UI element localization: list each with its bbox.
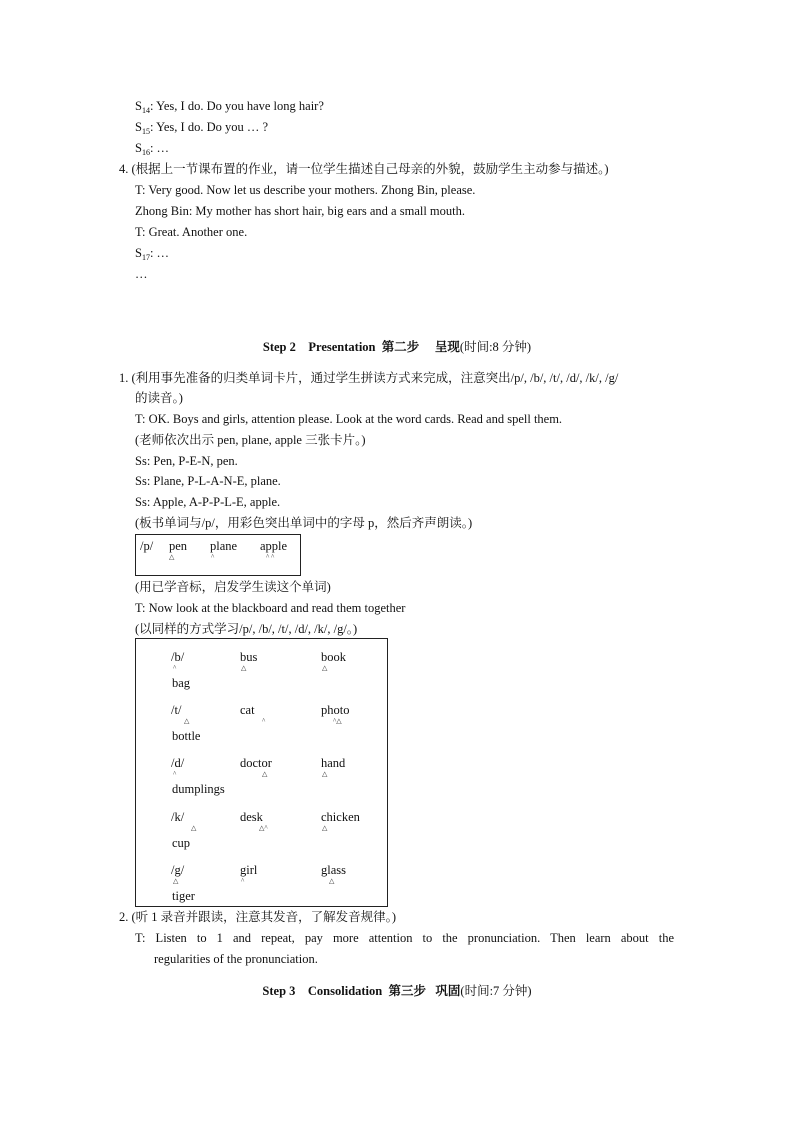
stress-mark: ^△ — [333, 717, 342, 725]
stress-mark: ^ — [211, 553, 215, 561]
teacher-line-board: T: Now look at the blackboard and read them together — [135, 601, 406, 615]
p-word-plane: plane — [210, 539, 238, 553]
table-row-word: photo — [321, 703, 350, 717]
table-row-sound: /t/ — [171, 703, 182, 717]
table-row-word: doctor — [240, 756, 272, 770]
table-row-word: glass — [321, 863, 346, 877]
p-sound-label: /p/ — [140, 539, 154, 553]
table-row-word: hand — [321, 756, 346, 770]
table-row-word: desk — [240, 810, 263, 824]
dialog-line-s15: $S_{15}$: Yes, I do. Do you … ? — [135, 120, 269, 136]
stress-mark: △ — [241, 664, 247, 672]
teacher-line-listen-cont: regularities of the pronunciation. — [154, 952, 318, 966]
table-row-word: book — [321, 650, 346, 664]
note-same-way: (以同样的方式学习/p/, /b/, /t/, /d/, /k/, /g/。) — [135, 622, 358, 636]
stress-mark: △ — [184, 717, 190, 725]
stress-mark: ^ ^ — [266, 553, 275, 561]
phoneme-table — [135, 638, 388, 907]
stress-mark: △ — [322, 824, 328, 832]
stress-mark: ^ — [241, 877, 245, 885]
students-line-2: Ss: Plane, P-L-A-N-E, plane. — [135, 474, 281, 488]
table-row-word: chicken — [321, 810, 360, 824]
stress-mark: △ — [169, 553, 175, 561]
stress-mark: △ — [262, 770, 268, 778]
dialog-line-zhong-bin: Zhong Bin: My mother has short hair, big ears and a small mouth. — [135, 204, 466, 218]
stress-mark: △ — [322, 664, 328, 672]
table-row-sound: /k/ — [171, 810, 185, 824]
step2-heading: Step 2 Presentation 第二步 呈现(时间:8 分钟) — [262, 340, 532, 354]
dialog-line-s16: $S_{16}$: … — [135, 141, 170, 157]
p-word-pen: pen — [169, 539, 188, 553]
teacher-line-cards: T: OK. Boys and girls, attention please. Look at the word cards. Read and spell them. — [135, 412, 563, 426]
stress-mark: ^ — [262, 717, 266, 725]
table-row-word: tiger — [172, 889, 195, 903]
students-line-3: Ss: Apple, A-P-P-L-E, apple. — [135, 495, 281, 509]
table-row-word: cup — [172, 836, 191, 850]
dialog-line-s17: $S_{17}$: … — [135, 246, 170, 262]
stress-mark: △ — [191, 824, 197, 832]
table-row-word: bag — [172, 676, 191, 690]
table-row-sound: /d/ — [171, 756, 185, 770]
stress-mark: △^ — [259, 824, 268, 832]
note-show-cards: (老师依次出示 pen, plane, apple 三张卡片。) — [135, 433, 366, 447]
stress-mark: △ — [329, 877, 335, 885]
dialog-line-t1: T: Very good. Now let us describe your mothers. Zhong Bin, please. — [135, 183, 476, 197]
students-line-1: Ss: Pen, P-E-N, pen. — [135, 454, 238, 468]
teacher-line-listen: T: Listen to 1 and repeat, pay more attention to the pronunciation. Then learn about the — [135, 931, 674, 945]
step2-item-2: 2. (听 1 录音并跟读，注意其发音，了解发音规律。) — [119, 910, 397, 924]
stress-mark: ^ — [173, 664, 177, 672]
table-row-word: dumplings — [172, 782, 225, 796]
table-row-sound: /b/ — [171, 650, 185, 664]
stress-mark: △ — [322, 770, 328, 778]
stress-mark: △ — [173, 877, 179, 885]
table-row-word: girl — [240, 863, 258, 877]
item-4: 4. (根据上一节课布置的作业，请一位学生描述自己母亲的外貌，鼓励学生主动参与描述。) — [119, 162, 609, 176]
step3-heading: Step 3 Consolidation 第三步 巩固(时间:7 分钟) — [262, 984, 532, 998]
step2-item-1: 1. (利用事先准备的归类单词卡片，通过学生拼读方式来完成，注意突出/p/, /b/, /t/, /d/, /k/, /g/ — [119, 371, 619, 385]
note-board: (板书单词与/p/，用彩色突出单词中的字母 p，然后齐声朗读。) — [135, 516, 473, 530]
dialog-line-s14: $S_{14}$: Yes, I do. Do you have long hair? — [135, 99, 324, 115]
table-row-sound: /g/ — [171, 863, 185, 877]
table-row-word: bus — [240, 650, 258, 664]
note-phonetic: (用已学音标，启发学生读这个单词) — [135, 580, 331, 594]
dialog-ellipsis: … — [135, 267, 148, 281]
p-sound-box — [135, 534, 301, 576]
dialog-line-t2: T: Great. Another one. — [135, 225, 248, 239]
p-word-apple: apple — [260, 539, 288, 553]
stress-mark: ^ — [173, 770, 177, 778]
step2-item-1-cont: 的读音。) — [135, 391, 183, 405]
table-row-word: bottle — [172, 729, 201, 743]
table-row-word: cat — [240, 703, 255, 717]
